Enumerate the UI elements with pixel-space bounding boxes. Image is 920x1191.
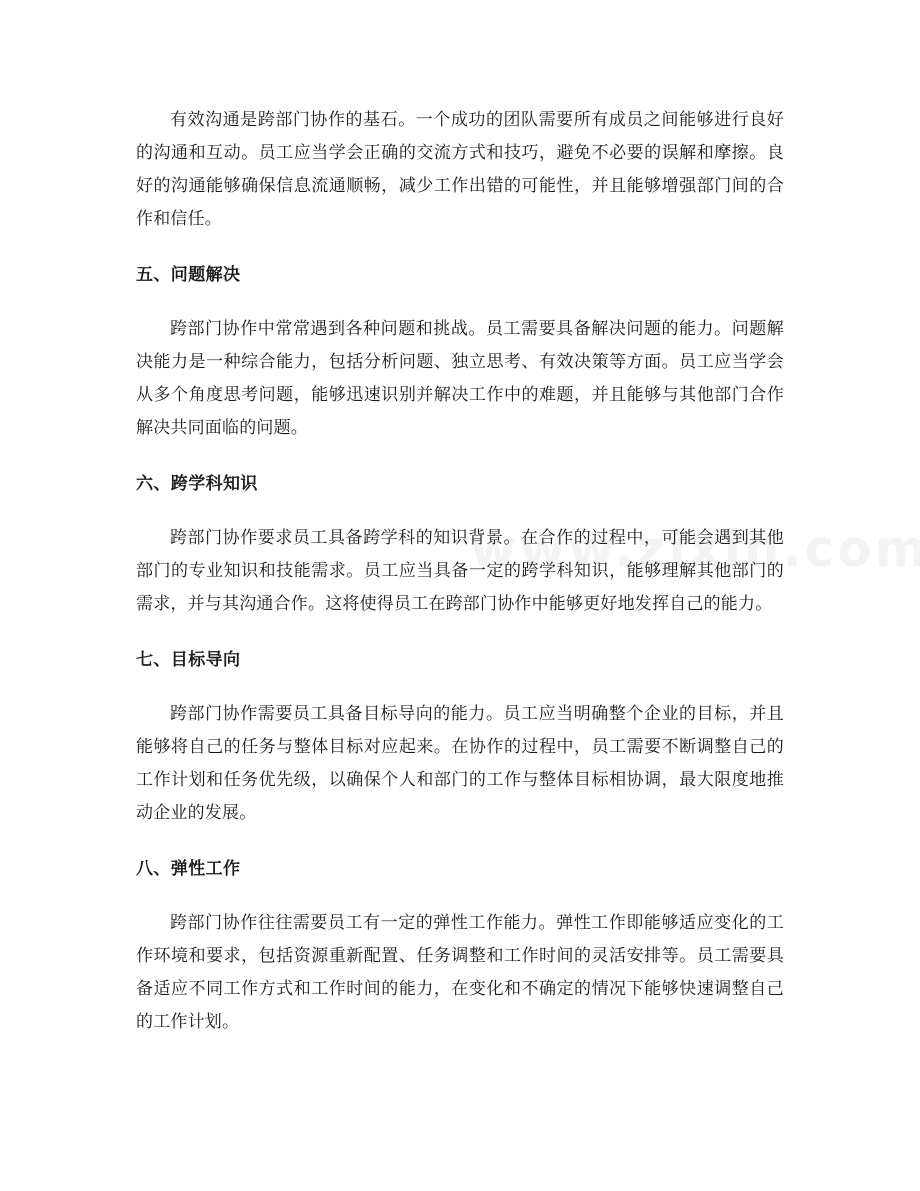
heading-interdisciplinary-knowledge: 六、跨学科知识 [136, 474, 258, 494]
heading-goal-orientation: 七、目标导向 [136, 650, 241, 670]
paragraph-goal-orientation: 跨部门协作需要员工具备目标导向的能力。员工应当明确整个企业的目标，并且能够将自己的任务与整体目标对应起来。在协作的过程中，员工需要不断调整自己的工作计划和任务优先级，以确保个人和部门的工作与整体目标相协调，最大限度地推动企业的发展。 [136, 704, 784, 823]
paragraph-flexible-work: 跨部门协作往往需要员工有一定的弹性工作能力。弹性工作即能够适应变化的工作环境和要求，包括资源重新配置、任务调整和工作时间的灵活安排等。员工需要具备适应不同工作方式和工作时间的能力，在变化和不确定的情况下能够快速调整自己的工作计划。 [136, 913, 784, 1032]
heading-problem-solving: 五、问题解决 [136, 265, 241, 285]
paragraph-communication: 有效沟通是跨部门协作的基石。一个成功的团队需要所有成员之间能够进行良好的沟通和互动。员工应当学会正确的交流方式和技巧，避免不必要的误解和摩擦。良好的沟通能够确保信息流通顺畅，减少工作出错的可能性，并且能够增强部门间的合作和信任。 [136, 110, 784, 229]
document-body [136, 104, 784, 1039]
paragraph-problem-solving: 跨部门协作中常常遇到各种问题和挑战。员工需要具备解决问题的能力。问题解决能力是一种综合能力，包括分析问题、独立思考、有效决策等方面。员工应当学会从多个角度思考问题，能够迅速识别并解决工作中的难题，并且能够与其他部门合作解决共同面临的问题。 [136, 319, 784, 438]
heading-flexible-work: 八、弹性工作 [136, 859, 241, 879]
paragraph-interdisciplinary-knowledge: 跨部门协作要求员工具备跨学科的知识背景。在合作的过程中，可能会遇到其他部门的专业知识和技能需求。员工应当具备一定的跨学科知识，能够理解其他部门的需求，并与其沟通合作。这将使得员工在跨部门协作中能够更好地发挥自己的能力。 [136, 528, 784, 614]
